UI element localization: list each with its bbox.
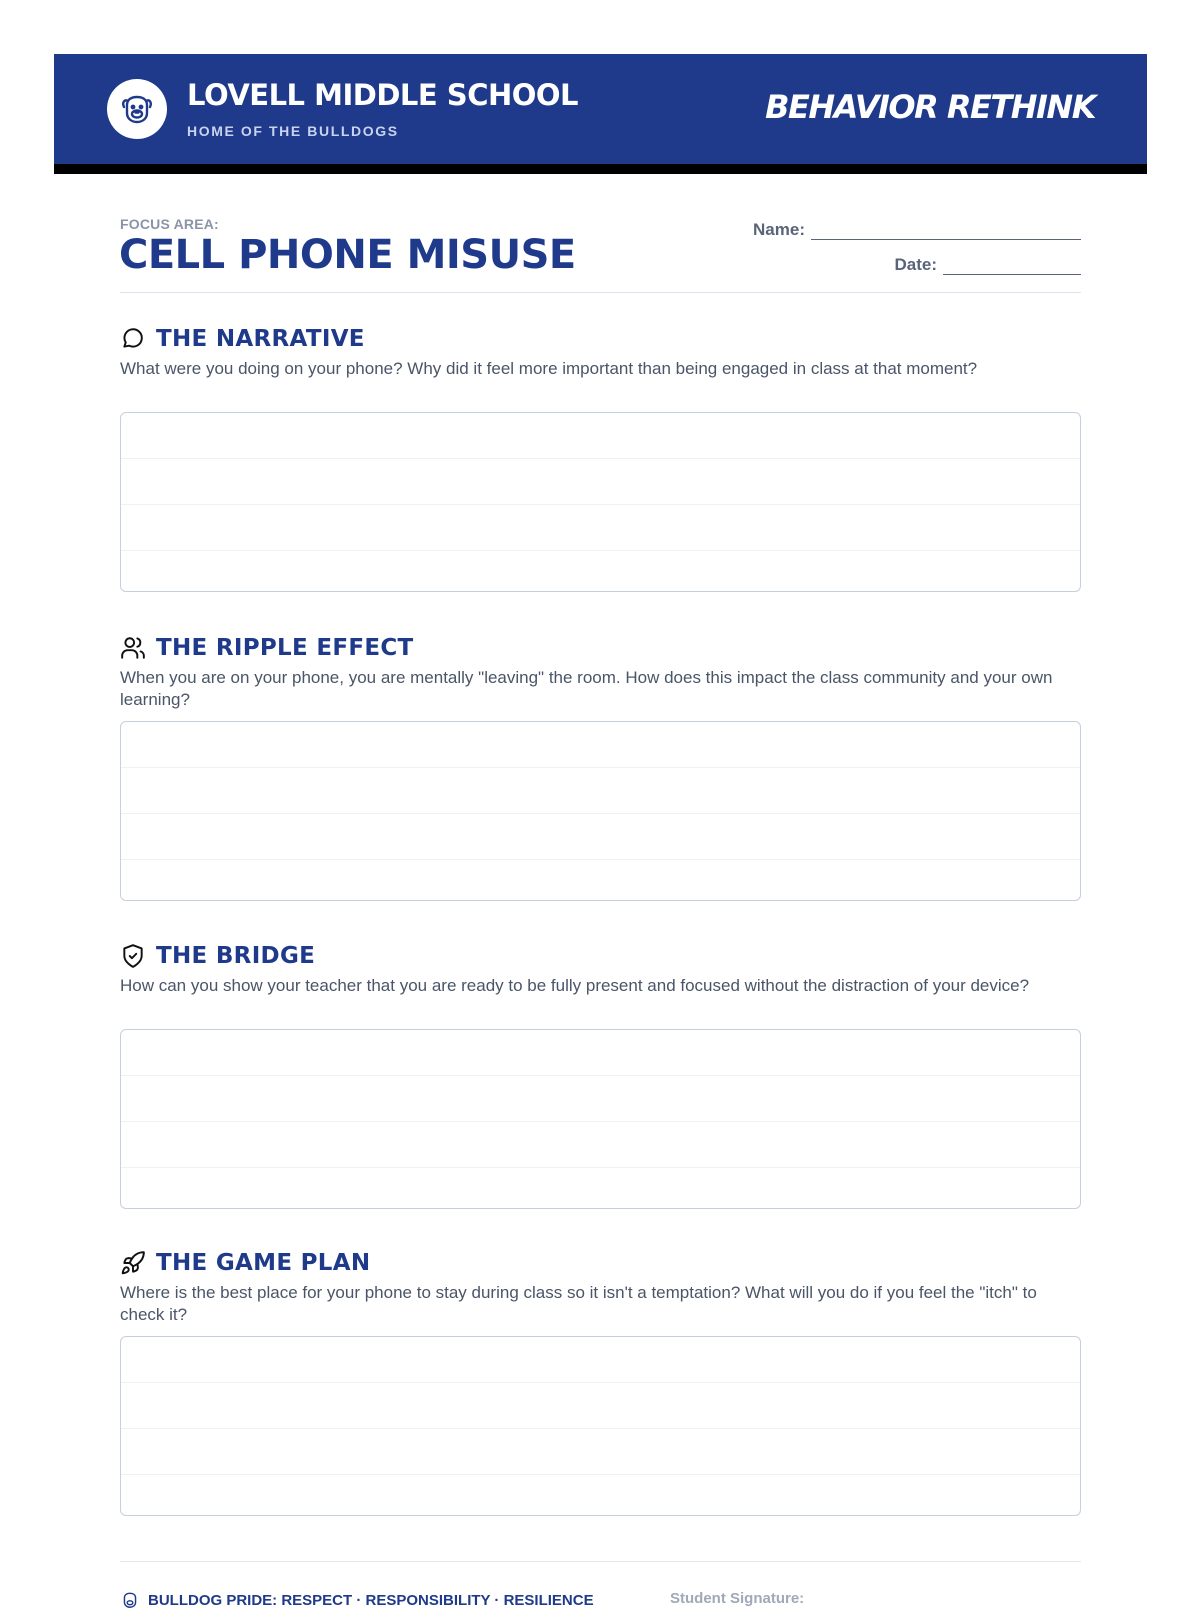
section-prompt: Where is the best place for your phone to stay during class so it isn't a temptation? What will you do if you feel the "itch" to check it? [120, 1283, 1037, 1324]
name-field[interactable] [753, 220, 1081, 240]
date-field[interactable] [894, 255, 1081, 275]
section-title: THE RIPPLE EFFECT [156, 635, 414, 661]
answer-box-narrative[interactable] [120, 412, 1081, 592]
section-ripple-effect [120, 633, 1081, 901]
name-label: Name: [753, 220, 805, 239]
section-title: THE GAME PLAN [156, 1250, 371, 1276]
focus-area-label: FOCUS AREA: [120, 216, 219, 232]
form-title: BEHAVIOR RETHINK [765, 88, 1095, 126]
speech-bubble-icon [120, 326, 146, 352]
section-title: THE BRIDGE [156, 943, 316, 969]
footer-motto-text: BULLDOG PRIDE: RESPECT · RESPONSIBILITY · RESILIENCE [148, 1591, 594, 1609]
people-icon [120, 635, 146, 661]
bulldog-icon [107, 79, 167, 139]
section-prompt: How can you show your teacher that you are ready to be fully present and focused without the distraction of your device? [120, 976, 1030, 995]
section-prompt: When you are on your phone, you are mentally "leaving" the room. How does this impact the class community and your own learning? [120, 668, 1053, 709]
answer-box-ripple-effect[interactable] [120, 721, 1081, 901]
school-header-banner [54, 54, 1147, 174]
focus-area-title: CELL PHONE MISUSE [119, 232, 576, 278]
school-tagline: HOME OF THE BULLDOGS [187, 123, 399, 139]
answer-box-game-plan[interactable] [120, 1336, 1081, 1516]
name-blank[interactable] [811, 225, 1081, 240]
bulldog-icon [120, 1590, 140, 1610]
section-title: THE NARRATIVE [156, 326, 365, 352]
school-name: LOVELL MIDDLE SCHOOL [187, 78, 579, 112]
signature-label: Student Signature: [670, 1590, 805, 1607]
rocket-icon [120, 1250, 146, 1276]
section-bridge [120, 941, 1081, 1209]
section-narrative [120, 324, 1081, 592]
section-game-plan [120, 1248, 1081, 1516]
date-label: Date: [894, 255, 937, 274]
section-prompt: What were you doing on your phone? Why did it feel more important than being engaged in class at that moment? [120, 359, 978, 378]
date-blank[interactable] [943, 260, 1081, 275]
shield-check-icon [120, 943, 146, 969]
footer-motto [120, 1590, 594, 1610]
footer-divider [120, 1561, 1081, 1562]
answer-box-bridge[interactable] [120, 1029, 1081, 1209]
header-divider [120, 292, 1081, 293]
